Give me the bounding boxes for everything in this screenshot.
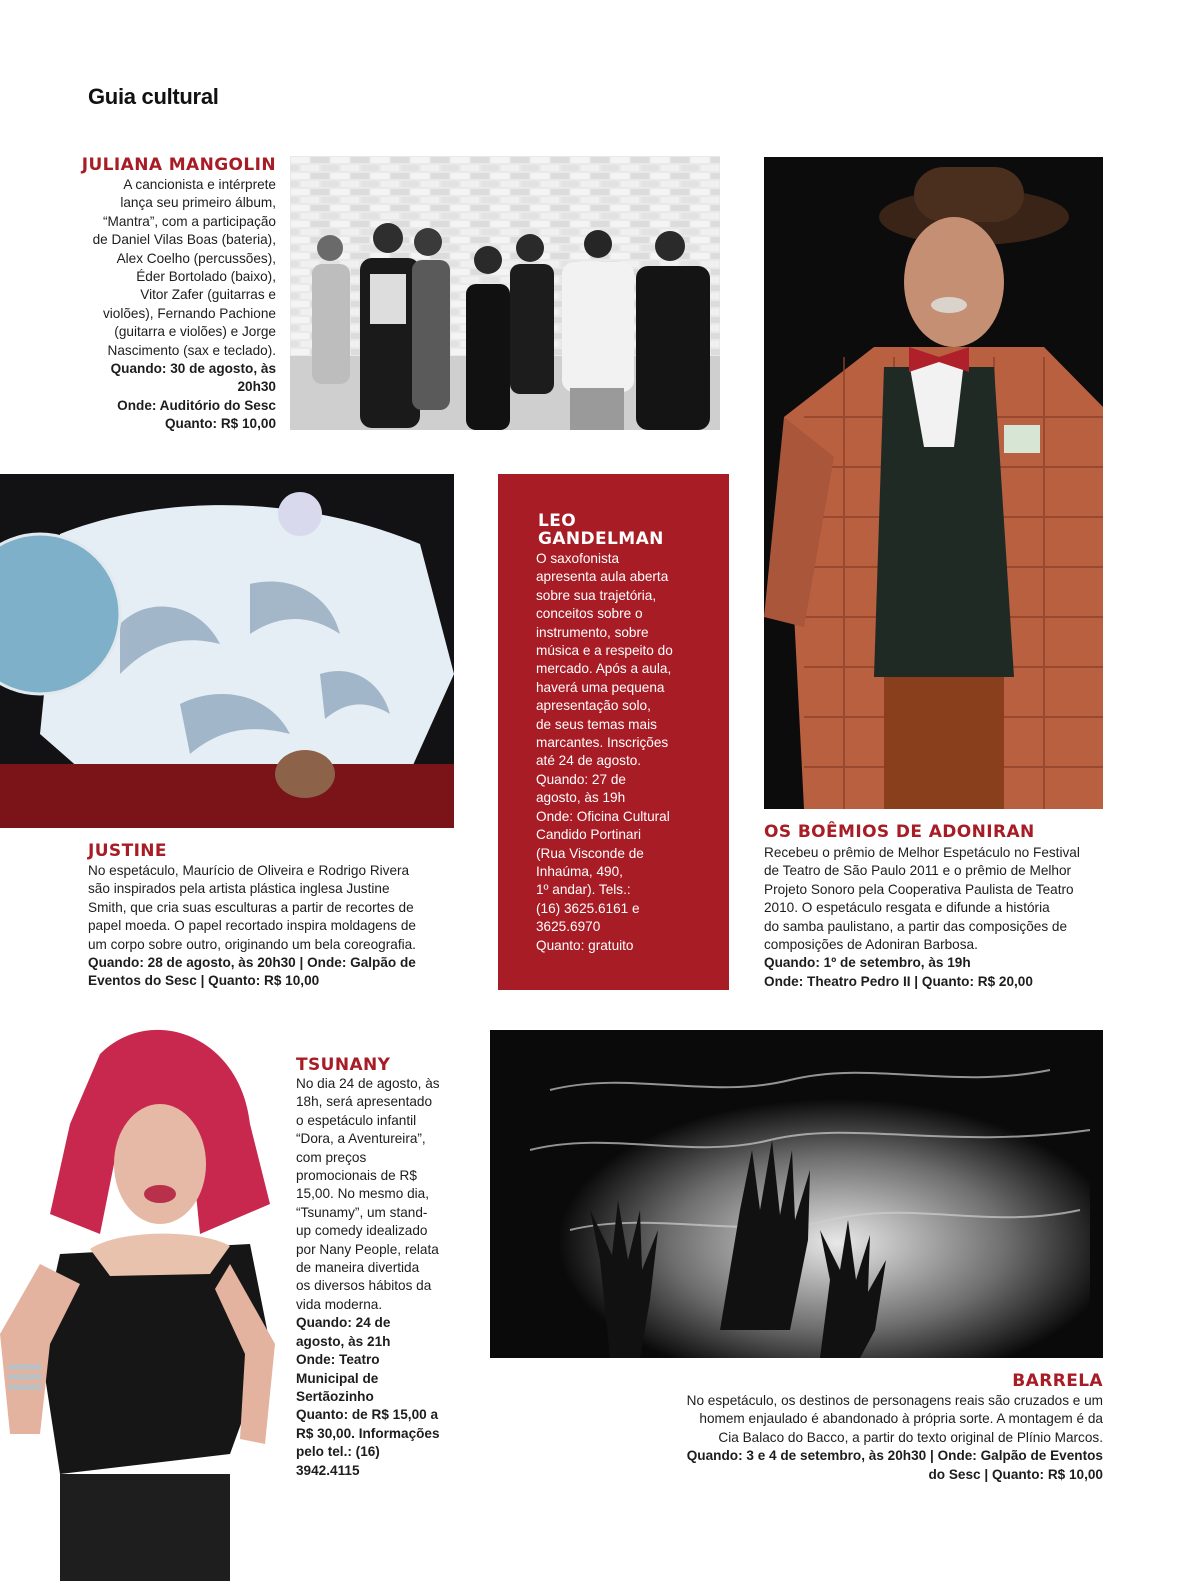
text-line: (16) 3625.6161 e	[536, 900, 640, 916]
text-line: Nascimento (sax e teclado).	[107, 342, 276, 358]
text-line: de Teatro de São Paulo 2011 e o prêmio de Melhor	[764, 863, 1072, 879]
barrela-text	[603, 1392, 1103, 1484]
text-line: O saxofonista	[536, 551, 620, 566]
text-line: No espetáculo, os destinos de personagens reais são cruzados e um	[686, 1393, 1103, 1408]
text-line: de seus temas mais	[536, 716, 657, 732]
when-line: Quando: 1º de setembro, às 19h	[764, 955, 971, 971]
leo-gandelman-box	[498, 474, 729, 990]
text-line: sobre sua trajetória,	[536, 587, 657, 603]
text-line: Quando: 27 de	[536, 771, 626, 787]
justine-text	[88, 862, 468, 991]
text-line: Quanto: gratuito	[536, 937, 634, 953]
text-line: Onde: Oficina Cultural	[536, 808, 670, 824]
justine-title: JUSTINE	[88, 841, 167, 861]
text-line: Candido Portinari	[536, 827, 642, 843]
text-line: agosto, às 19h	[536, 790, 626, 806]
boemios-title: OS BOÊMIOS DE ADONIRAN	[764, 822, 1035, 842]
text-line: até 24 de agosto.	[536, 753, 642, 769]
boemios-text	[764, 844, 1144, 991]
text-line: papel moeda. O papel recortado inspira moldagens de	[88, 918, 416, 934]
info-line: Eventos do Sesc | Quanto: R$ 10,00	[88, 973, 320, 989]
info-line: Quanto: de R$ 15,00 a	[296, 1407, 439, 1423]
text-line: lança seu primeiro álbum,	[120, 195, 276, 211]
text-line: (Rua Visconde de	[536, 845, 644, 861]
text-line: “Tsunamy”, um stand-	[296, 1204, 428, 1220]
text-line: Inhaúma, 490,	[536, 863, 623, 879]
band-photo	[290, 156, 720, 430]
info-line: pelo tel.: (16)	[296, 1444, 380, 1460]
barrela-title: BARRELA	[1012, 1371, 1103, 1391]
text-line: música e a respeito do	[536, 643, 673, 659]
text-line: Cia Balaco do Bacco, a partir do texto original de Plínio Marcos.	[718, 1429, 1103, 1445]
text-line: conceitos sobre o	[536, 606, 643, 622]
text-line: Alex Coelho (percussões),	[116, 250, 276, 266]
text-line: 15,00. No mesmo dia,	[296, 1186, 429, 1202]
text-line: o espetáculo infantil	[296, 1112, 417, 1128]
price-line: Quanto: R$ 10,00	[164, 416, 276, 432]
info-line: R$ 30,00. Informações	[296, 1425, 440, 1441]
text-line: marcantes. Inscrições	[536, 735, 669, 751]
text-line: “Dora, a Aventureira”,	[296, 1131, 426, 1147]
text-line: apresentação solo,	[536, 698, 651, 714]
info-line: 3942.4115	[296, 1462, 360, 1478]
text-line: do samba paulistano, a partir das composições de	[764, 918, 1068, 934]
info-line: Quando: 28 de agosto, às 20h30 | Onde: Galpão de	[88, 955, 416, 971]
text-line: 3625.6970	[536, 919, 601, 935]
info-line: Sertãozinho	[296, 1388, 374, 1404]
info-line: agosto, às 21h	[296, 1333, 391, 1349]
page-title: Guia cultural	[88, 84, 219, 109]
text-line: apresenta aula aberta	[536, 569, 669, 585]
text-line: haverá uma pequena	[536, 679, 665, 695]
text-line: Vitor Zafer (guitarras e	[140, 287, 276, 303]
text-line: No dia 24 de agosto, às	[296, 1076, 440, 1091]
text-line: de Daniel Vilas Boas (bateria),	[92, 232, 276, 248]
tsunany-text	[296, 1075, 466, 1480]
juliana-title: JULIANA MANGOLIN	[81, 155, 276, 175]
text-line: são inspirados pela artista plástica inglesa Justine	[88, 881, 390, 897]
text-line: A cancionista e intérprete	[123, 177, 276, 192]
info-line: Municipal de	[296, 1370, 379, 1386]
info-line: Quando: 3 e 4 de setembro, às 20h30 | Onde: Galpão de Eventos	[686, 1448, 1103, 1464]
when-line: 20h30	[237, 379, 276, 395]
text-line: por Nany People, relata	[296, 1241, 439, 1257]
text-line: instrumento, sobre	[536, 624, 649, 640]
text-line: (guitarra e violões) e Jorge	[114, 324, 276, 340]
text-line: Smith, que cria suas esculturas a partir de recortes de	[88, 899, 414, 915]
text-line: os diversos hábitos da	[296, 1278, 432, 1294]
info-line: Quando: 24 de	[296, 1315, 391, 1331]
text-line: mercado. Após a aula,	[536, 661, 672, 677]
juliana-text	[60, 176, 276, 434]
tsunany-title: TSUNANY	[296, 1055, 391, 1075]
where-line: Onde: Auditório do Sesc	[117, 397, 276, 413]
text-line: Éder Bortolado (baixo),	[136, 269, 276, 285]
text-line: up comedy idealizado	[296, 1223, 428, 1239]
text-line: composições de Adoniran Barbosa.	[764, 937, 978, 953]
info-line: Onde: Teatro	[296, 1352, 380, 1368]
adoniran-actor-photo	[764, 157, 1103, 809]
text-line: 2010. O espetáculo resgata e difunde a história	[764, 900, 1050, 916]
text-line: promocionais de R$	[296, 1168, 417, 1184]
text-line: “Mantra”, com a participação	[102, 213, 276, 229]
text-line: 1º andar). Tels.:	[536, 882, 631, 898]
text-line: vida moderna.	[296, 1296, 383, 1312]
where-price-line: Onde: Theatro Pedro II | Quanto: R$ 20,00	[764, 973, 1033, 989]
leo-title	[538, 512, 664, 548]
text-line: violões), Fernando Pachione	[102, 305, 276, 321]
justine-photo	[0, 474, 454, 828]
leo-text	[536, 550, 716, 955]
text-line: de maneira divertida	[296, 1260, 420, 1276]
text-line: homem enjaulado é abandonado à própria sorte. A montagem é da	[699, 1411, 1103, 1427]
title-line: GANDELMAN	[538, 529, 664, 549]
tsunany-performer-photo	[0, 1014, 290, 1581]
info-line: do Sesc | Quanto: R$ 10,00	[928, 1466, 1103, 1482]
text-line: Recebeu o prêmio de Melhor Espetáculo no Festival	[764, 845, 1080, 860]
barrela-photo	[490, 1030, 1103, 1358]
text-line: com preços	[296, 1149, 367, 1165]
text-line: 18h, será apresentado	[296, 1094, 433, 1110]
title-line: LEO	[538, 511, 577, 531]
when-line: Quando: 30 de agosto, às	[110, 361, 276, 377]
text-line: um corpo sobre outro, originando um bela coreografia.	[88, 936, 416, 952]
text-line: Projeto Sonoro pela Cooperativa Paulista de Teatro	[764, 881, 1074, 897]
text-line: No espetáculo, Maurício de Oliveira e Rodrigo Rivera	[88, 863, 410, 878]
